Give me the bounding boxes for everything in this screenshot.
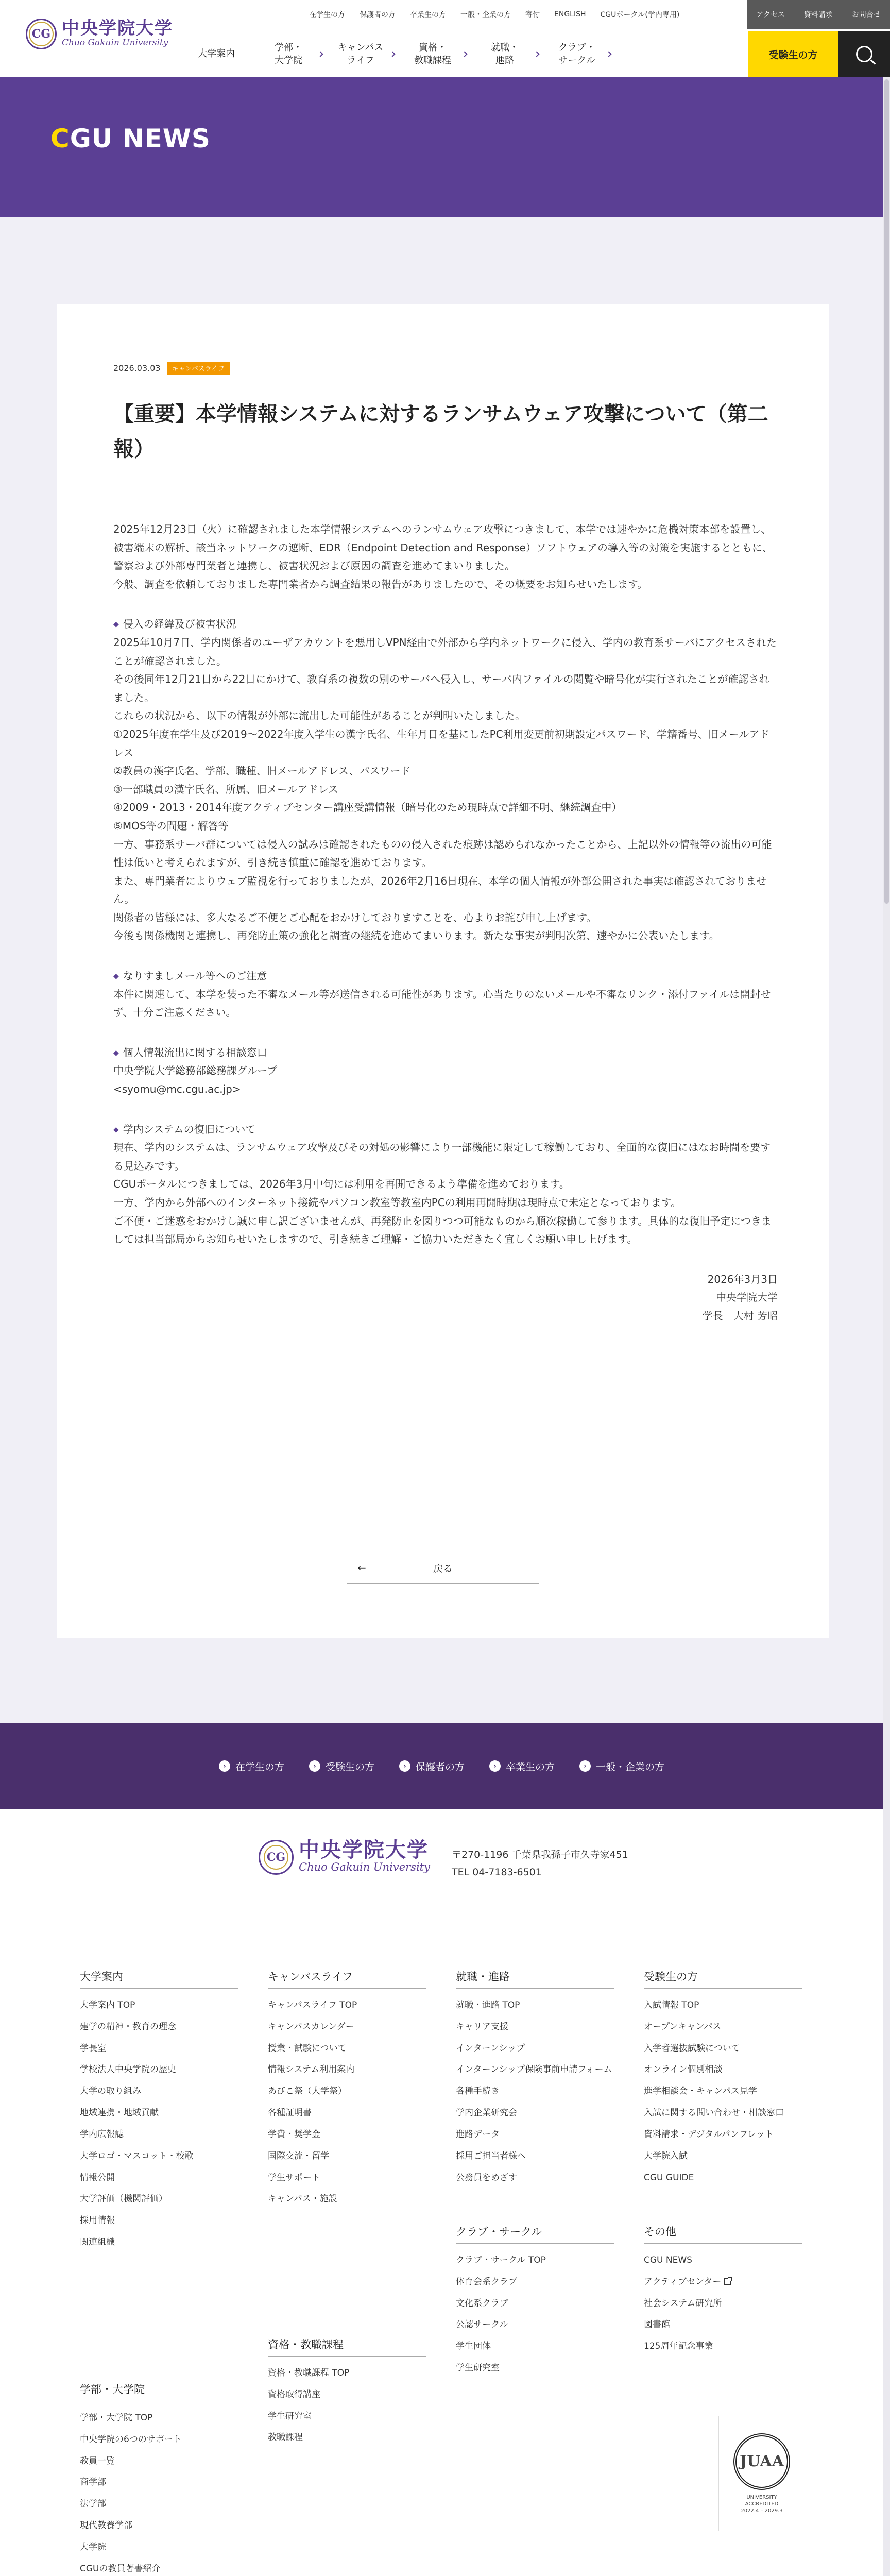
footer-link[interactable]: [268, 2016, 426, 2038]
footer-link-label: 入試に関する問い合わせ・相談窓口: [644, 2108, 784, 2119]
footer-link-label: 各種証明書: [268, 2108, 312, 2119]
footer-link[interactable]: [456, 2272, 614, 2293]
search-button[interactable]: [838, 31, 890, 77]
footer-link[interactable]: [268, 2059, 426, 2081]
article-paragraph: 関係者の皆様には、多大なるご不便とご心配をおかけしておりますことを、心よりお詫び申し上げます。: [113, 911, 597, 924]
footer-column-certification: [268, 2336, 426, 2449]
footer-link-label: 進路データ: [456, 2129, 500, 2140]
logo-jp: 中央学院大学: [299, 1838, 429, 1862]
accreditation-badge: [718, 2416, 805, 2531]
article-paragraph: また、専門業者によりウェブ監視を行っておりましたが、2026年2月16日現在、本学の個人情報が外部公開された事実は確認されておりません。: [113, 874, 767, 906]
footer-link[interactable]: [80, 2408, 238, 2429]
footer-column-title[interactable]: 学部・大学院: [80, 2381, 238, 2401]
logo-en: Chuo Gakuin University: [62, 37, 168, 48]
section-heading: ◆ 個人情報流出に関する相談窓口: [113, 1044, 778, 1062]
paragraph-gap: [113, 594, 778, 615]
footer-link-label: 学費・奨学金: [268, 2129, 320, 2140]
gnav-label: 学部・ 大学院: [275, 42, 302, 66]
footer-column-other: [644, 2224, 802, 2358]
footer-link[interactable]: [456, 2059, 614, 2081]
footer-link[interactable]: [456, 2167, 614, 2189]
footer-link[interactable]: [456, 2358, 614, 2379]
footer-link-label: インターンシップ保険事前申請フォーム: [456, 2064, 612, 2075]
footer-link-label: 教員一覧: [80, 2455, 115, 2466]
footer-link-label: 学内企業研究会: [456, 2108, 517, 2119]
footer-link[interactable]: [80, 2038, 238, 2060]
paragraph-gap: [113, 1022, 778, 1044]
logo-en: Chuo Gakuin University: [299, 1861, 430, 1874]
exam-applicants-button[interactable]: 受験生の方: [748, 31, 838, 77]
footer-link-label: 資料請求・デジタルパンフレット: [644, 2129, 774, 2140]
article-paragraph: ④2009・2013・2014年度アクティブセンター講座受講情報（暗号化のため現時点で詳細不明、継続調査中）: [113, 801, 622, 814]
footer-link[interactable]: [268, 2406, 426, 2428]
footer-link-list: [80, 2408, 238, 2576]
footer-link[interactable]: [644, 2081, 802, 2103]
back-button-label: 戻る: [433, 1563, 453, 1574]
footer-column-title[interactable]: 資格・教職課程: [268, 2336, 426, 2357]
footer-link[interactable]: [268, 2146, 426, 2167]
page-hero: [0, 77, 890, 217]
footer-link[interactable]: [268, 2081, 426, 2103]
footer-column-title[interactable]: 受験生の方: [644, 1969, 802, 1989]
footer-link[interactable]: [456, 2250, 614, 2272]
footer-link[interactable]: [644, 2293, 802, 2315]
footer-link[interactable]: [80, 2515, 238, 2537]
footer-link[interactable]: [268, 2189, 426, 2210]
footer-link[interactable]: [80, 2472, 238, 2494]
footer-link[interactable]: [80, 2537, 238, 2558]
footer-link-label: オンライン個別相談: [644, 2064, 723, 2075]
footer-link[interactable]: [268, 1995, 426, 2016]
band-link-public[interactable]: [579, 1759, 664, 1773]
chevron-icon: [534, 51, 539, 57]
arrow-left-icon: ←: [357, 1562, 366, 1574]
footer-link[interactable]: [644, 2250, 802, 2272]
util-link-access[interactable]: アクセス: [756, 11, 785, 19]
footer-link-label: 入試情報 TOP: [644, 2000, 699, 2010]
footer-link[interactable]: [644, 2314, 802, 2336]
footer-link-label: 地域連携・地域貢献: [80, 2108, 159, 2119]
footer-link[interactable]: [80, 2189, 238, 2210]
footer-link-label: キャンパスライフ TOP: [268, 2000, 357, 2010]
footer-link-label: キャンパスカレンダー: [268, 2021, 354, 2032]
footer-link-list: [268, 2363, 426, 2449]
band-link-label: 一般・企業の方: [596, 1761, 665, 1773]
global-nav: [180, 31, 613, 77]
footer-link-label: 大学院入試: [644, 2150, 688, 2161]
footer-link[interactable]: [80, 2451, 238, 2472]
chevron-icon: [317, 51, 323, 57]
footer-column-campus-life: [268, 1969, 426, 2210]
footer-link-label: 入学者選抜試験について: [644, 2043, 740, 2054]
site-footer: [0, 1809, 883, 2576]
gnav-label: 大学案内: [198, 48, 235, 60]
tel-line: TEL 04-7183-6501: [452, 1867, 542, 1878]
chevron-right-icon: ›: [219, 1760, 230, 1772]
footer-link[interactable]: [268, 2124, 426, 2146]
band-link-parents[interactable]: [399, 1759, 465, 1773]
footer-link-label: 授業・試験について: [268, 2043, 347, 2054]
accreditation-line: ACCREDITED: [745, 2501, 779, 2507]
footer-link[interactable]: [268, 2384, 426, 2406]
footer-link[interactable]: [456, 1995, 614, 2016]
footer-column-title[interactable]: 就職・進路: [456, 1969, 614, 1989]
accreditation-line: 2022.4 – 2029.3: [741, 2507, 783, 2514]
chevron-right-icon: ›: [489, 1760, 501, 1772]
gnav-label: 資格・ 教職課程: [414, 42, 451, 66]
article-paragraph: ご不便・ご迷惑をおかけし誠に申し訳ございませんが、再発防止を図りつつ可能なものから順次稼働して参ります。具体的な復旧予定につきましては担当部局からお知らせいたしますので、引き続きご理解・ご協力いただきたく宜しくお願い申し上げます。: [113, 1214, 772, 1246]
topbar-link-alumni[interactable]: 卒業生の方: [410, 11, 446, 19]
footer-link[interactable]: [456, 2124, 614, 2146]
footer-link-label: 法学部: [80, 2499, 106, 2510]
topbar-link-current-students[interactable]: 在学生の方: [309, 11, 345, 19]
accreditation-seal-icon: JUAA: [733, 2433, 790, 2490]
utility-nav: [747, 0, 890, 29]
footer-link[interactable]: [644, 1995, 802, 2016]
logo-jp: 中央学院大学: [62, 18, 173, 39]
footer-link[interactable]: [456, 2081, 614, 2103]
footer-link-list: [644, 1995, 802, 2189]
article-body: [113, 520, 778, 1326]
footer-link[interactable]: [456, 2103, 614, 2124]
footer-link-label: 学校法人中央学院の歴史: [80, 2064, 176, 2075]
logo-mark-text: CG: [266, 1851, 286, 1864]
footer-link-label: アクティブセンター: [644, 2276, 722, 2287]
footer-link-label: 学内広報誌: [80, 2129, 124, 2140]
footer-link-label: 資格取得講座: [268, 2389, 320, 2400]
signature-line: 中央学院大学: [716, 1291, 778, 1304]
footer-link[interactable]: [644, 2167, 802, 2189]
footer-link[interactable]: [80, 2167, 238, 2189]
footer-link-label: CGU NEWS: [644, 2255, 692, 2265]
chevron-icon: [606, 51, 611, 57]
topbar-link-parents[interactable]: 保護者の方: [360, 11, 396, 19]
util-link-contact[interactable]: お問合せ: [851, 11, 881, 19]
footer-column-title[interactable]: 大学案内: [80, 1969, 238, 1989]
footer-column-title[interactable]: その他: [644, 2224, 802, 2244]
footer-link-label: 学生研究室: [268, 2411, 312, 2421]
logo-mark-text: CG: [31, 27, 51, 41]
chevron-right-icon: ›: [399, 1760, 410, 1772]
footer-link-list: [456, 1995, 614, 2189]
address-line: 〒270-1196 千葉県我孫子市久寺家451: [452, 1849, 628, 1860]
paragraph-gap: [113, 1249, 778, 1270]
footer-column-title[interactable]: キャンパスライフ: [268, 1969, 426, 1989]
site-header: [0, 0, 890, 77]
paragraph-gap: [113, 1099, 778, 1121]
page-title: [50, 124, 211, 154]
footer-link-label: 建学の精神・教育の理念: [80, 2021, 176, 2032]
footer-link-label: 商学部: [80, 2477, 106, 2488]
footer-link[interactable]: [644, 2272, 802, 2293]
topbar-link-donation[interactable]: 寄付: [525, 11, 540, 19]
footer-link-label: 情報公開: [80, 2172, 115, 2183]
page-title-rest: GU NEWS: [70, 124, 211, 154]
article-paragraph: ②教員の漢字氏名、学部、職種、旧メールアドレス、パスワード: [113, 765, 411, 777]
footer-link-label: 就職・進路 TOP: [456, 2000, 520, 2010]
audience-nav: [309, 0, 679, 29]
page-title-accent: C: [50, 124, 70, 154]
footer-link-label: 体育会系クラブ: [456, 2276, 517, 2287]
footer-link[interactable]: [80, 2429, 238, 2451]
article-paragraph: <syomu@mc.cgu.ac.jp>: [113, 1083, 241, 1096]
footer-link-label: 現代教養学部: [80, 2520, 132, 2531]
footer-link-label: 社会システム研究所: [644, 2298, 722, 2309]
footer-link-label: 大学院: [80, 2541, 106, 2552]
footer-link-label: キャリア支援: [456, 2021, 508, 2032]
footer-link[interactable]: [644, 2336, 802, 2358]
footer-column-clubs: [456, 2224, 614, 2379]
footer-column-about: [80, 1969, 238, 2253]
footer-link[interactable]: [80, 2103, 238, 2124]
back-button[interactable]: [347, 1552, 539, 1584]
gnav-label: クラブ・ サークル: [558, 42, 595, 66]
paragraph-gap: [113, 945, 778, 967]
footer-link-label: 大学評価（機関評価）: [80, 2194, 167, 2205]
footer-link-label: 採用情報: [80, 2215, 115, 2226]
gnav-campus-life[interactable]: [324, 41, 397, 67]
article-paragraph: ③一部職員の漢字氏名、所属、旧メールアドレス: [113, 783, 338, 795]
article-paragraph: 本件に関連して、本学を装った不審なメール等が送信される可能性があります。心当たりのないメールや不審なリンク・添付ファイルは開封せず、十分ご注意ください。: [113, 988, 771, 1019]
footer-link-label: あびこ祭（大学祭）: [268, 2086, 347, 2097]
article-paragraph: 2025年10月7日、学内関係者のユーザアカウントを悪用しVPN経由で外部から学内ネットワークに侵入、学内の教育系サーバにアクセスされたことが確認されました。: [113, 636, 777, 667]
footer-link-label: インターンシップ: [456, 2043, 525, 2054]
footer-link[interactable]: [80, 2146, 238, 2167]
footer-link[interactable]: [80, 2210, 238, 2232]
footer-link-label: 125周年記念事業: [644, 2341, 713, 2352]
util-link-request[interactable]: 資料請求: [803, 11, 833, 19]
footer-link-label: 文化系クラブ: [456, 2298, 508, 2309]
footer-link-label: 大学の取り組み: [80, 2086, 141, 2097]
article-date: 2026.03.03: [113, 363, 161, 373]
chevron-icon: [461, 51, 467, 57]
article-paragraph: 一方、学内から外部へのインターネット接続やパソコン教室等教室内PCの利用再開時期は現時点で未定となっております。: [113, 1196, 681, 1209]
section-heading: ◆ なりすましメール等へのご注意: [113, 967, 778, 986]
search-icon: [856, 46, 872, 62]
chevron-right-icon: ›: [579, 1760, 591, 1772]
footer-link-label: 学長室: [80, 2043, 106, 2054]
footer-column-faculties: [80, 2381, 238, 2576]
footer-link[interactable]: [644, 2103, 802, 2124]
article-title: 【重要】本学情報システムに対するランサムウェア攻撃について（第二報）: [113, 402, 768, 461]
footer-column-career: [456, 1969, 614, 2189]
article-paragraph: 中央学院大学総務部総務課グループ: [113, 1064, 278, 1077]
footer-link-label: 資格・教職課程 TOP: [268, 2368, 350, 2378]
band-link-label: 卒業生の方: [506, 1761, 555, 1773]
logo-text: [299, 1840, 430, 1874]
article-paragraph: 今後も関係機関と連携し、再発防止策の強化と調査の継続を進めてまいります。新たな事実が判明次第、速やかに公表いたします。: [113, 929, 720, 942]
band-link-label: 保護者の方: [415, 1761, 465, 1773]
article-paragraph: 一方、事務系サーバ群については侵入の試みは確認されたものの侵入された痕跡は認められなかったことから、上記以外の情報等の流出の可能性は低いと考えられますが、引き続き慎重に確認を進めております。: [113, 838, 772, 869]
logo-mark-icon: [259, 1840, 294, 1875]
footer-link[interactable]: [456, 2016, 614, 2038]
footer-link-list: [456, 2250, 614, 2379]
footer-link[interactable]: [644, 2124, 802, 2146]
footer-link[interactable]: [80, 2016, 238, 2038]
footer-link-label: CGUの教員著書紹介: [80, 2563, 161, 2574]
footer-link-label: CGU GUIDE: [644, 2172, 694, 2183]
signature-line: 2026年3月3日: [707, 1273, 778, 1285]
accreditation-line: UNIVERSITY: [746, 2494, 777, 2500]
footer-link-label: 図書館: [644, 2319, 670, 2330]
section-heading: ◆ 侵入の経緯及び被害状況: [113, 615, 778, 634]
gnav-certification[interactable]: [397, 41, 469, 67]
footer-link-label: 大学案内 TOP: [80, 2000, 135, 2010]
signature-line: 学長 大村 芳昭: [702, 1309, 778, 1322]
article-paragraph: 今般、調査を依頼しておりました専門業者から調査結果の報告がありましたので、その概要をお知らせいたします。: [113, 578, 648, 590]
footer-link-label: 中央学院の6つのサポート: [80, 2434, 182, 2445]
footer-link-label: キャンパス・施設: [268, 2194, 337, 2205]
band-link-applicants[interactable]: [309, 1759, 374, 1773]
audience-band: [0, 1723, 883, 1809]
section-heading: ◆ 学内システムの復旧について: [113, 1121, 778, 1139]
footer-link-label: 教職課程: [268, 2432, 303, 2443]
footer-link[interactable]: [644, 2016, 802, 2038]
footer-link-label: 学生団体: [456, 2341, 491, 2352]
category-badge[interactable]: キャンパスライフ: [167, 362, 230, 375]
footer-address: [452, 1846, 628, 1881]
footer-link[interactable]: [268, 2427, 426, 2449]
footer-link[interactable]: [268, 2167, 426, 2189]
footer-link-list: [268, 1995, 426, 2210]
footer-link[interactable]: [268, 2038, 426, 2060]
footer-link[interactable]: [644, 2146, 802, 2167]
footer-link[interactable]: [80, 2124, 238, 2146]
topbar-link-public[interactable]: 一般・企業の方: [460, 11, 511, 19]
footer-link[interactable]: [644, 2059, 802, 2081]
band-link-label: 受験生の方: [325, 1761, 374, 1773]
article-paragraph: CGUポータルにつきましては、2026年3月中旬には利用を再開できるよう準備を進めております。: [113, 1178, 570, 1191]
footer-link[interactable]: [80, 2232, 238, 2253]
footer-logo[interactable]: [259, 1840, 430, 1875]
chevron-right-icon: ›: [309, 1760, 320, 1772]
topbar-link-english[interactable]: ENGLISH: [554, 10, 586, 19]
footer-link-label: 各種手続き: [456, 2086, 500, 2097]
footer-link-list: [644, 2250, 802, 2358]
footer-link-label: 学部・大学院 TOP: [80, 2413, 153, 2423]
footer-link-label: 進学相談会・キャンパス見学: [644, 2086, 757, 2097]
footer-link-list: [80, 1995, 238, 2253]
gnav-label: キャンパス ライフ: [337, 42, 384, 66]
footer-link[interactable]: [268, 2363, 426, 2384]
footer-link[interactable]: [80, 2081, 238, 2103]
footer-link[interactable]: [80, 1995, 238, 2016]
gnav-about[interactable]: [180, 47, 252, 60]
external-link-icon: [724, 2278, 731, 2285]
band-link-label: 在学生の方: [235, 1761, 284, 1773]
footer-link-label: 公認サークル: [456, 2319, 508, 2330]
article-paragraph: これらの状況から、以下の情報が外部に流出した可能性があることが判明いたしました。: [113, 709, 525, 722]
article-paragraph: その後同年12月21日から22日にかけて、教育系の複数の別のサーバへ侵入し、サーバ内ファイルの閲覧や暗号化が実行されたことが確認されました。: [113, 673, 769, 704]
article-meta: [113, 362, 230, 375]
footer-link-label: 公務員をめざす: [456, 2172, 517, 2183]
footer-link[interactable]: [268, 2103, 426, 2124]
logo-mark-icon: [26, 19, 57, 49]
article-card: [57, 304, 829, 1638]
footer-link[interactable]: [456, 2038, 614, 2060]
article-paragraph: ①2025年度在学生及び2019～2022年度入学生の漢字氏名、生年月日を基にしたPC利用変更前初期設定パスワード、学籍番号、旧メールアドレス: [113, 727, 770, 759]
gnav-clubs[interactable]: [541, 41, 613, 67]
footer-column-title[interactable]: クラブ・サークル: [456, 2224, 614, 2244]
footer-link-label: 採用ご担当者様へ: [456, 2150, 526, 2161]
footer-link-label: 学生サポート: [268, 2172, 320, 2183]
footer-column-applicants: [644, 1969, 802, 2189]
topbar-link-portal[interactable]: CGUポータル(学内専用): [600, 11, 680, 19]
footer-link-label: 大学ロゴ・マスコット・校歌: [80, 2150, 194, 2161]
article-paragraph: 現在、学内のシステムは、ランサムウェア攻撃及びその対処の影響により一部機能に限定して稼働しており、全面的な復旧にはなお時間を要する見込みです。: [113, 1141, 771, 1172]
footer-link[interactable]: [456, 2293, 614, 2315]
article-paragraph: ⑤MOS等の問題・解答等: [113, 819, 229, 832]
gnav-faculties[interactable]: [252, 41, 324, 67]
band-link-students[interactable]: [219, 1759, 284, 1773]
footer-link[interactable]: [80, 2558, 238, 2576]
footer-link-label: 学生研究室: [456, 2363, 500, 2374]
footer-link-label: 関連組織: [80, 2236, 115, 2247]
footer-link-label: クラブ・サークル TOP: [456, 2255, 546, 2265]
article-paragraph: 2025年12月23日（火）に確認されました本学情報システムへのランサムウェア攻撃につきまして、本学では速やかに危機対策本部を設置し、被害端末の解析、該当ネットワークの遮断、EDR（Endpoint Detection and Response）ソフトウェアの導入等の対策を実施するとともに、警察および外部専門業者と連携し、被害状況および原因の調査を進めてまいりました。: [113, 523, 773, 572]
footer-link[interactable]: [456, 2336, 614, 2358]
footer-link[interactable]: [80, 2494, 238, 2515]
footer-link-label: 情報システム利用案内: [268, 2064, 355, 2075]
footer-link[interactable]: [644, 2038, 802, 2060]
logo-text: [62, 20, 173, 48]
gnav-label: 就職・ 進路: [491, 42, 519, 66]
site-logo[interactable]: [26, 19, 173, 49]
chevron-icon: [389, 51, 395, 57]
footer-link[interactable]: [456, 2146, 614, 2167]
footer-link-label: オープンキャンパス: [644, 2021, 722, 2032]
scrollbar-thumb[interactable]: [884, 79, 889, 904]
footer-link[interactable]: [456, 2314, 614, 2336]
band-link-alumni[interactable]: [489, 1759, 555, 1773]
footer-link[interactable]: [80, 2059, 238, 2081]
gnav-career[interactable]: [469, 41, 541, 67]
footer-link-label: 国際交流・留学: [268, 2150, 329, 2161]
